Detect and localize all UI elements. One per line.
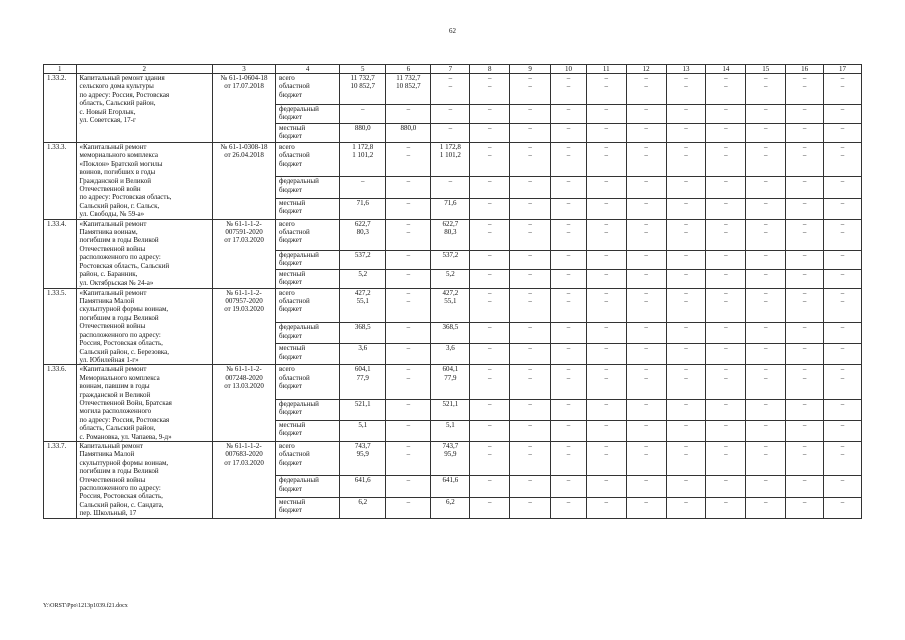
- value-cell: – –: [470, 74, 510, 105]
- footer-file-path: Y:\ORST\Ppo\1213p1039.f21.docx: [43, 603, 128, 609]
- value-cell: –: [470, 497, 510, 518]
- value-cell: –: [706, 250, 746, 269]
- value-cell: 5,2: [431, 269, 470, 288]
- item-number: 1.33.7.: [44, 441, 77, 518]
- program-table: [43, 64, 862, 519]
- value-cell: – –: [746, 219, 786, 250]
- value-cell: –: [510, 105, 551, 124]
- value-cell: – –: [746, 365, 786, 399]
- value-cell: –: [786, 105, 824, 124]
- budget-source: местный бюджет: [276, 269, 340, 288]
- value-cell: –: [626, 476, 666, 497]
- value-cell: – –: [626, 143, 666, 177]
- value-cell: –: [586, 105, 626, 124]
- value-cell: –: [470, 323, 510, 344]
- value-cell: –: [551, 177, 587, 198]
- value-cell: –: [786, 344, 824, 365]
- page-number: 62: [449, 27, 456, 35]
- column-number: 4: [276, 65, 340, 74]
- value-cell: –: [586, 250, 626, 269]
- value-cell: –: [706, 476, 746, 497]
- value-cell: –: [666, 476, 706, 497]
- value-cell: –: [586, 177, 626, 198]
- value-cell: 11 732,7 10 852,7: [386, 74, 431, 105]
- value-cell: 743,7 95,9: [431, 441, 470, 475]
- value-cell: –: [386, 399, 431, 420]
- item-number: 1.33.4.: [44, 219, 77, 288]
- value-cell: –: [824, 105, 862, 124]
- value-cell: – –: [824, 143, 862, 177]
- value-cell: –: [470, 476, 510, 497]
- value-cell: 368,5: [340, 323, 386, 344]
- value-cell: – –: [470, 143, 510, 177]
- table-row: [44, 74, 862, 105]
- value-cell: –: [746, 323, 786, 344]
- value-cell: –: [626, 124, 666, 143]
- value-cell: 427,2 55,1: [340, 288, 386, 322]
- column-number: 2: [76, 65, 213, 74]
- value-cell: –: [666, 250, 706, 269]
- budget-source: федеральный бюджет: [276, 476, 340, 497]
- value-cell: –: [824, 497, 862, 518]
- column-number: 14: [706, 65, 746, 74]
- value-cell: – –: [510, 365, 551, 399]
- value-cell: –: [510, 344, 551, 365]
- value-cell: –: [586, 323, 626, 344]
- column-number: 1: [44, 65, 77, 74]
- value-cell: –: [824, 124, 862, 143]
- value-cell: –: [666, 177, 706, 198]
- budget-source: федеральный бюджет: [276, 323, 340, 344]
- value-cell: – –: [746, 441, 786, 475]
- value-cell: 71,6: [340, 198, 386, 219]
- value-cell: –: [470, 177, 510, 198]
- value-cell: –: [666, 344, 706, 365]
- column-number: 17: [824, 65, 862, 74]
- value-cell: – –: [386, 441, 431, 475]
- value-cell: – –: [666, 219, 706, 250]
- value-cell: –: [824, 177, 862, 198]
- value-cell: –: [666, 198, 706, 219]
- budget-source: федеральный бюджет: [276, 250, 340, 269]
- value-cell: 3,6: [340, 344, 386, 365]
- value-cell: –: [746, 198, 786, 219]
- column-number: 10: [551, 65, 587, 74]
- value-cell: –: [824, 399, 862, 420]
- value-cell: –: [510, 124, 551, 143]
- value-cell: –: [666, 269, 706, 288]
- value-cell: –: [551, 250, 587, 269]
- value-cell: – –: [510, 143, 551, 177]
- value-cell: – –: [706, 365, 746, 399]
- value-cell: –: [706, 497, 746, 518]
- value-cell: –: [510, 177, 551, 198]
- item-number: 1.33.2.: [44, 74, 77, 143]
- value-cell: –: [746, 399, 786, 420]
- value-cell: – –: [824, 288, 862, 322]
- column-number: 5: [340, 65, 386, 74]
- value-cell: –: [510, 420, 551, 441]
- budget-source: местный бюджет: [276, 497, 340, 518]
- column-number: 16: [786, 65, 824, 74]
- table-row: [44, 441, 862, 475]
- value-cell: –: [666, 497, 706, 518]
- value-cell: –: [786, 269, 824, 288]
- value-cell: 521,1: [340, 399, 386, 420]
- value-cell: – –: [824, 219, 862, 250]
- value-cell: –: [786, 476, 824, 497]
- value-cell: 3,6: [431, 344, 470, 365]
- item-number: 1.33.6.: [44, 365, 77, 442]
- column-number: 15: [746, 65, 786, 74]
- value-cell: –: [706, 177, 746, 198]
- value-cell: –: [510, 497, 551, 518]
- value-cell: –: [746, 269, 786, 288]
- value-cell: – –: [666, 288, 706, 322]
- value-cell: –: [586, 420, 626, 441]
- value-cell: –: [666, 323, 706, 344]
- value-cell: –: [586, 344, 626, 365]
- value-cell: –: [746, 476, 786, 497]
- value-cell: –: [551, 323, 587, 344]
- object-name: Капитальный ремонт Памятника Малой скульптурной формы воинам, погибшим в годы Великой Отечественной войны расположенного по адресу: Россия, Ростовская область, Сальский район, с. Сандата, пер. Школьный, 17: [76, 441, 213, 518]
- value-cell: 5,1: [431, 420, 470, 441]
- value-cell: –: [746, 105, 786, 124]
- value-cell: –: [510, 269, 551, 288]
- value-cell: 1 172,8 1 101,2: [340, 143, 386, 177]
- value-cell: 427,2 55,1: [431, 288, 470, 322]
- value-cell: – –: [510, 219, 551, 250]
- value-cell: – –: [626, 219, 666, 250]
- value-cell: 11 732,7 10 852,7: [340, 74, 386, 105]
- value-cell: –: [551, 420, 587, 441]
- value-cell: 537,2: [340, 250, 386, 269]
- value-cell: –: [786, 250, 824, 269]
- item-number: 1.33.3.: [44, 143, 77, 220]
- value-cell: –: [626, 344, 666, 365]
- value-cell: –: [470, 124, 510, 143]
- value-cell: 521,1: [431, 399, 470, 420]
- value-cell: 6,2: [431, 497, 470, 518]
- value-cell: –: [746, 344, 786, 365]
- value-cell: –: [470, 344, 510, 365]
- value-cell: –: [746, 250, 786, 269]
- value-cell: –: [386, 105, 431, 124]
- value-cell: – –: [586, 288, 626, 322]
- column-number: 8: [470, 65, 510, 74]
- value-cell: – –: [786, 219, 824, 250]
- value-cell: – –: [510, 288, 551, 322]
- value-cell: –: [470, 105, 510, 124]
- value-cell: –: [386, 344, 431, 365]
- budget-source: всего областной бюджет: [276, 74, 340, 105]
- value-cell: – –: [666, 441, 706, 475]
- budget-source: всего областной бюджет: [276, 143, 340, 177]
- value-cell: – –: [386, 288, 431, 322]
- value-cell: – –: [746, 74, 786, 105]
- budget-source: федеральный бюджет: [276, 399, 340, 420]
- value-cell: – –: [470, 365, 510, 399]
- value-cell: –: [706, 124, 746, 143]
- value-cell: – –: [824, 441, 862, 475]
- value-cell: –: [386, 476, 431, 497]
- value-cell: –: [666, 124, 706, 143]
- value-cell: –: [510, 476, 551, 497]
- value-cell: – –: [386, 143, 431, 177]
- value-cell: – –: [786, 288, 824, 322]
- value-cell: –: [706, 344, 746, 365]
- value-cell: –: [706, 323, 746, 344]
- value-cell: – –: [551, 219, 587, 250]
- value-cell: 5,1: [340, 420, 386, 441]
- value-cell: –: [510, 323, 551, 344]
- value-cell: –: [510, 198, 551, 219]
- value-cell: – –: [470, 219, 510, 250]
- value-cell: – –: [551, 143, 587, 177]
- value-cell: 622,7 80,3: [431, 219, 470, 250]
- value-cell: –: [386, 497, 431, 518]
- value-cell: –: [626, 420, 666, 441]
- value-cell: –: [431, 105, 470, 124]
- expertise-document: № 61-1-1-2- 007957-2020 от 19.03.2020: [213, 288, 276, 365]
- value-cell: – –: [470, 441, 510, 475]
- object-name: Капитальный ремонт здания сельского дома культуры по адресу: Россия, Ростовская область, Сальский район, с. Новый Егорлык, ул. Советская, 17-г: [76, 74, 213, 143]
- value-cell: –: [824, 420, 862, 441]
- value-cell: –: [786, 420, 824, 441]
- value-cell: –: [626, 399, 666, 420]
- column-number: 3: [213, 65, 276, 74]
- value-cell: –: [340, 177, 386, 198]
- value-cell: –: [824, 344, 862, 365]
- value-cell: –: [786, 177, 824, 198]
- table-row: [44, 143, 862, 177]
- budget-source: местный бюджет: [276, 198, 340, 219]
- budget-source: федеральный бюджет: [276, 105, 340, 124]
- value-cell: –: [386, 323, 431, 344]
- value-cell: –: [824, 198, 862, 219]
- column-number: 9: [510, 65, 551, 74]
- item-number: 1.33.5.: [44, 288, 77, 365]
- value-cell: – –: [551, 365, 587, 399]
- value-cell: 880,0: [340, 124, 386, 143]
- value-cell: – –: [586, 441, 626, 475]
- value-cell: –: [551, 105, 587, 124]
- value-cell: –: [586, 399, 626, 420]
- budget-source: местный бюджет: [276, 420, 340, 441]
- value-cell: –: [824, 250, 862, 269]
- expertise-document: № 61-1-0604-18 от 17.07.2018: [213, 74, 276, 143]
- column-number: 12: [626, 65, 666, 74]
- value-cell: –: [470, 250, 510, 269]
- value-cell: –: [551, 344, 587, 365]
- value-cell: –: [431, 124, 470, 143]
- value-cell: – –: [626, 288, 666, 322]
- value-cell: –: [786, 497, 824, 518]
- value-cell: 5,2: [340, 269, 386, 288]
- value-cell: –: [626, 323, 666, 344]
- value-cell: 880,0: [386, 124, 431, 143]
- value-cell: –: [551, 399, 587, 420]
- value-cell: –: [706, 420, 746, 441]
- value-cell: 368,5: [431, 323, 470, 344]
- column-number: 6: [386, 65, 431, 74]
- value-cell: – –: [586, 365, 626, 399]
- budget-source: федеральный бюджет: [276, 177, 340, 198]
- value-cell: –: [746, 177, 786, 198]
- value-cell: –: [386, 177, 431, 198]
- value-cell: –: [586, 476, 626, 497]
- value-cell: –: [470, 399, 510, 420]
- value-cell: 743,7 95,9: [340, 441, 386, 475]
- object-name: «Капитальный ремонт Мемориального комплекса воинам, павшим в годы гражданской и Великой Отечественной Войн, Братская могила расположенного по адресу: Россия, Ростовская область, Сальский район, с. Романовка, ул. Чапаева, 9-д»: [76, 365, 213, 442]
- value-cell: – –: [786, 365, 824, 399]
- value-cell: –: [551, 497, 587, 518]
- value-cell: – –: [626, 441, 666, 475]
- budget-source: всего областной бюджет: [276, 219, 340, 250]
- value-cell: –: [586, 124, 626, 143]
- value-cell: –: [626, 250, 666, 269]
- column-number: 7: [431, 65, 470, 74]
- value-cell: – –: [786, 74, 824, 105]
- value-cell: – –: [824, 74, 862, 105]
- value-cell: – –: [706, 143, 746, 177]
- table-row: [44, 365, 862, 399]
- column-number: 11: [586, 65, 626, 74]
- value-cell: –: [786, 198, 824, 219]
- value-cell: –: [706, 198, 746, 219]
- value-cell: –: [340, 105, 386, 124]
- value-cell: – –: [746, 288, 786, 322]
- value-cell: –: [386, 420, 431, 441]
- value-cell: – –: [626, 74, 666, 105]
- value-cell: – –: [586, 74, 626, 105]
- value-cell: –: [706, 105, 746, 124]
- value-cell: –: [510, 399, 551, 420]
- value-cell: – –: [786, 143, 824, 177]
- value-cell: –: [786, 399, 824, 420]
- value-cell: – –: [786, 441, 824, 475]
- value-cell: –: [824, 323, 862, 344]
- value-cell: 537,2: [431, 250, 470, 269]
- value-cell: – –: [431, 74, 470, 105]
- object-name: «Капитальный ремонт Памятника Малой скульптурной формы воинам, погибшим в годы Великой Отечественной войны расположенного по адресу: Россия, Ростовская область, Сальский район, с. Березовка, ул. Юбилейная 1-г»: [76, 288, 213, 365]
- value-cell: – –: [386, 219, 431, 250]
- value-cell: –: [706, 269, 746, 288]
- value-cell: – –: [551, 74, 587, 105]
- value-cell: 641,6: [340, 476, 386, 497]
- value-cell: 622,7 80,3: [340, 219, 386, 250]
- value-cell: – –: [746, 143, 786, 177]
- value-cell: 604,1 77,9: [431, 365, 470, 399]
- value-cell: – –: [510, 441, 551, 475]
- value-cell: –: [626, 198, 666, 219]
- value-cell: –: [386, 198, 431, 219]
- value-cell: – –: [586, 219, 626, 250]
- column-number-row: [44, 65, 862, 74]
- value-cell: – –: [470, 288, 510, 322]
- value-cell: 641,6: [431, 476, 470, 497]
- value-cell: –: [666, 399, 706, 420]
- value-cell: – –: [386, 365, 431, 399]
- value-cell: –: [431, 177, 470, 198]
- value-cell: –: [470, 420, 510, 441]
- value-cell: –: [746, 497, 786, 518]
- value-cell: –: [824, 476, 862, 497]
- value-cell: –: [586, 269, 626, 288]
- value-cell: – –: [551, 288, 587, 322]
- value-cell: –: [666, 105, 706, 124]
- object-name: «Капитальный ремонт Памятника воинам, погибшим в годы Великой Отечественной войны расположенного по адресу: Ростовская область, Сальский район, с. Баранник, ул. Октябрьская № 24-а»: [76, 219, 213, 288]
- object-name: «Капитальный ремонт мемориального комплекса «Поклон» Братской могилы воинов, погибших в годы Гражданской и Великой Отечественной войн по адресу: Ростовская область, Сальский район, г. Сальск, ул. Свободы, № 59-а»: [76, 143, 213, 220]
- value-cell: 604,1 77,9: [340, 365, 386, 399]
- value-cell: –: [551, 124, 587, 143]
- value-cell: – –: [666, 365, 706, 399]
- value-cell: –: [626, 177, 666, 198]
- value-cell: –: [470, 198, 510, 219]
- value-cell: – –: [824, 365, 862, 399]
- value-cell: – –: [510, 74, 551, 105]
- value-cell: – –: [706, 219, 746, 250]
- value-cell: –: [824, 269, 862, 288]
- value-cell: 1 172,8 1 101,2: [431, 143, 470, 177]
- value-cell: – –: [706, 74, 746, 105]
- value-cell: –: [786, 323, 824, 344]
- value-cell: –: [510, 250, 551, 269]
- value-cell: –: [746, 124, 786, 143]
- value-cell: –: [386, 250, 431, 269]
- value-cell: – –: [626, 365, 666, 399]
- value-cell: –: [786, 124, 824, 143]
- value-cell: –: [626, 269, 666, 288]
- value-cell: –: [470, 269, 510, 288]
- budget-source: местный бюджет: [276, 344, 340, 365]
- value-cell: 71,6: [431, 198, 470, 219]
- value-cell: – –: [706, 441, 746, 475]
- column-number: 13: [666, 65, 706, 74]
- expertise-document: № 61-1-1-2- 007591-2020 от 17.03.2020: [213, 219, 276, 288]
- budget-source: всего областной бюджет: [276, 441, 340, 475]
- value-cell: –: [586, 497, 626, 518]
- value-cell: –: [551, 269, 587, 288]
- value-cell: – –: [666, 143, 706, 177]
- value-cell: –: [746, 420, 786, 441]
- value-cell: –: [551, 476, 587, 497]
- value-cell: –: [586, 198, 626, 219]
- value-cell: –: [551, 198, 587, 219]
- value-cell: 6,2: [340, 497, 386, 518]
- value-cell: –: [626, 105, 666, 124]
- value-cell: – –: [551, 441, 587, 475]
- value-cell: – –: [706, 288, 746, 322]
- budget-source: всего областной бюджет: [276, 365, 340, 399]
- value-cell: – –: [586, 143, 626, 177]
- table-row: [44, 219, 862, 250]
- expertise-document: № 61-1-1-2- 007248-2020 от 13.03.2020: [213, 365, 276, 442]
- table-row: [44, 288, 862, 322]
- expertise-document: № 61-1-1-2- 007683-2020 от 17.03.2020: [213, 441, 276, 518]
- expertise-document: № 61-1-0308-18 от 26.04.2018: [213, 143, 276, 220]
- value-cell: – –: [666, 74, 706, 105]
- budget-source: всего областной бюджет: [276, 288, 340, 322]
- value-cell: –: [386, 269, 431, 288]
- value-cell: –: [666, 420, 706, 441]
- value-cell: –: [706, 399, 746, 420]
- budget-source: местный бюджет: [276, 124, 340, 143]
- value-cell: –: [626, 497, 666, 518]
